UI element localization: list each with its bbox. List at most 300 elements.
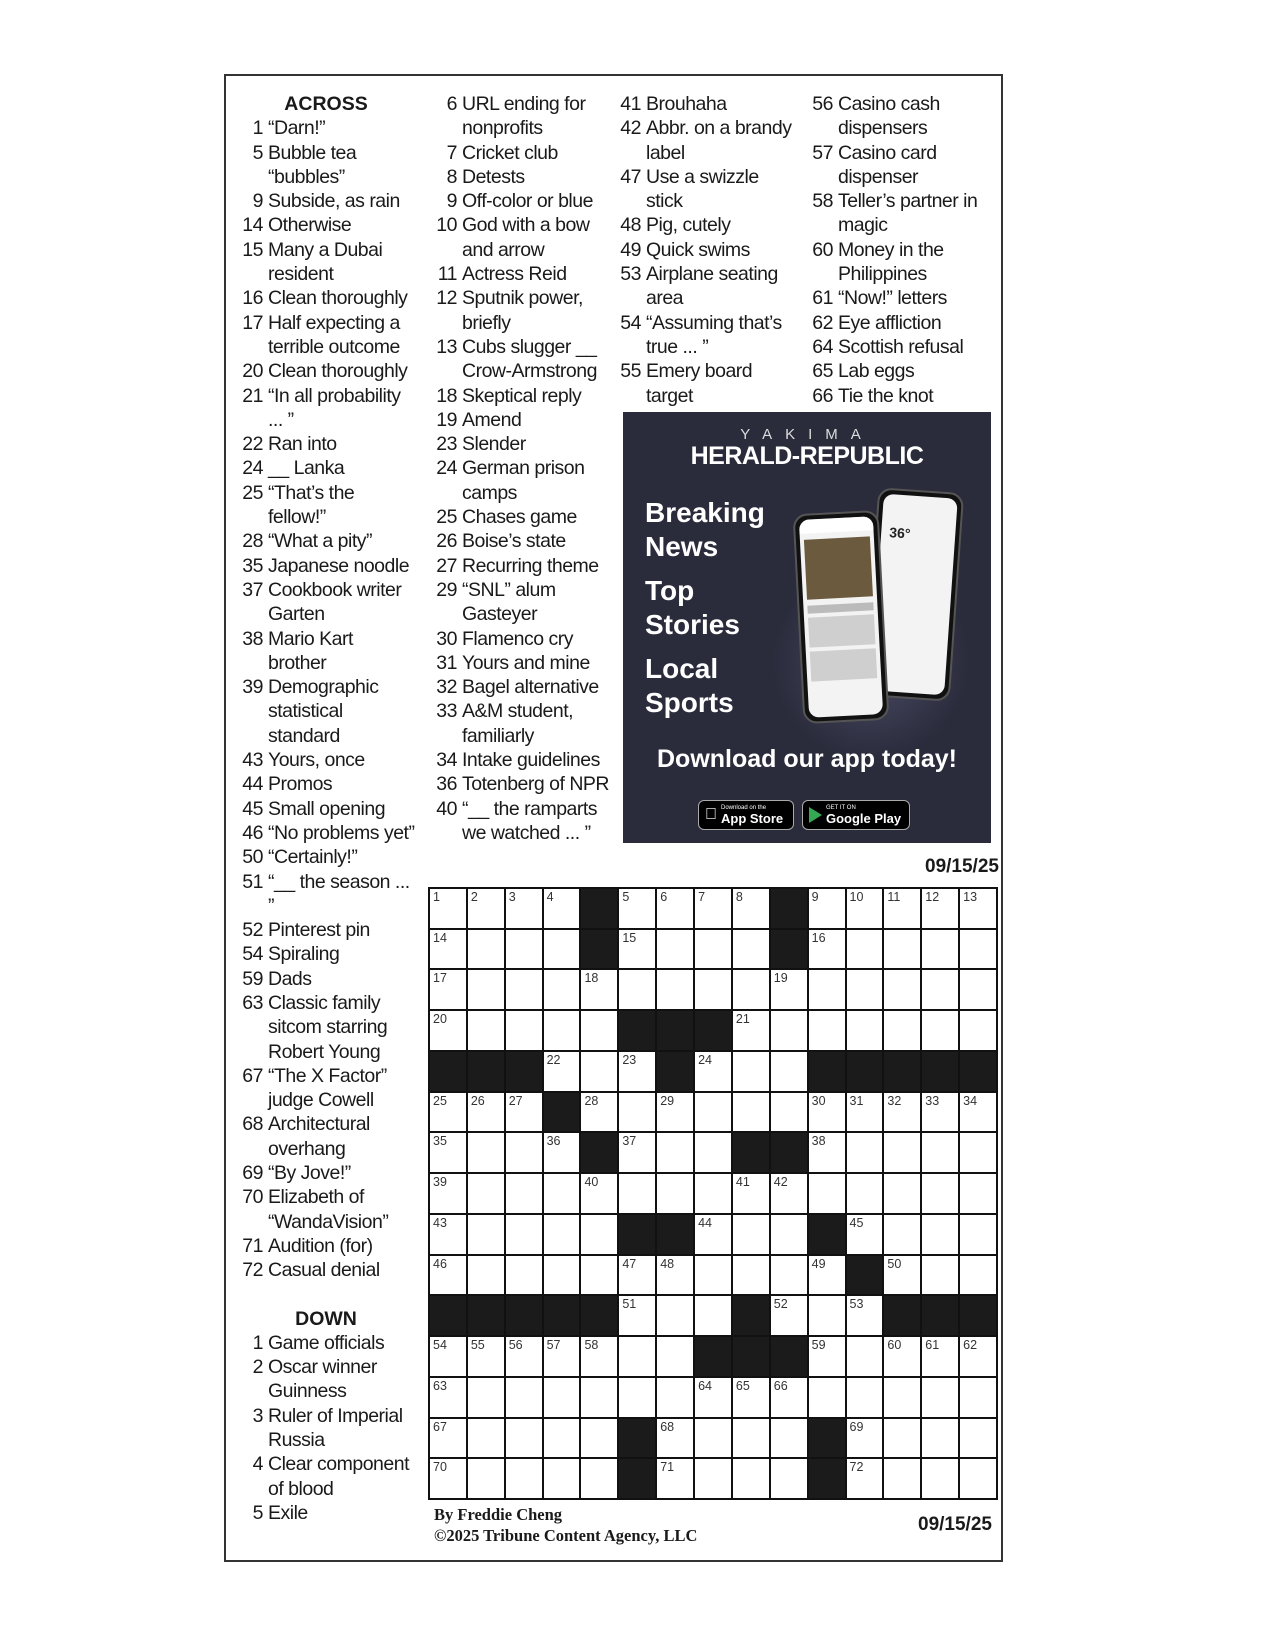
grid-cell[interactable]: [657, 930, 693, 969]
grid-cell[interactable]: [468, 1133, 504, 1172]
down-clue[interactable]: [430, 262, 610, 286]
across-clue[interactable]: [236, 1258, 416, 1282]
grid-cell[interactable]: [771, 1093, 807, 1132]
clue-number: 11: [437, 263, 457, 286]
grid-cell[interactable]: [809, 930, 845, 969]
across-clue[interactable]: [236, 870, 416, 919]
grid-cell[interactable]: [960, 1419, 996, 1458]
grid-cell[interactable]: [544, 1174, 580, 1213]
grid-cell[interactable]: [695, 1378, 731, 1417]
down-clue[interactable]: [614, 213, 799, 237]
down-clue[interactable]: [430, 578, 610, 627]
across-clue[interactable]: [236, 286, 416, 310]
grid-cell[interactable]: [581, 1011, 617, 1050]
grid-cell[interactable]: [581, 1215, 617, 1254]
grid-cell[interactable]: [657, 1093, 693, 1132]
across-clue[interactable]: [236, 432, 416, 456]
grid-cell[interactable]: [468, 930, 504, 969]
down-clue[interactable]: [614, 311, 799, 360]
grid-cell[interactable]: [468, 1419, 504, 1458]
grid-cell[interactable]: [544, 1052, 580, 1091]
grid-cell[interactable]: [847, 930, 883, 969]
grid-cell[interactable]: [619, 1337, 655, 1376]
grid-cell[interactable]: [809, 889, 845, 928]
grid-cell[interactable]: [506, 970, 542, 1009]
clue-number: 25: [436, 506, 457, 529]
grid-cell[interactable]: [884, 1215, 920, 1254]
across-clue[interactable]: [236, 918, 416, 942]
clue-number: 22: [242, 433, 263, 456]
grid-block: [847, 1256, 883, 1295]
across-clue[interactable]: [236, 213, 416, 237]
down-clue[interactable]: [430, 554, 610, 578]
grid-cell[interactable]: [619, 970, 655, 1009]
grid-cell[interactable]: [695, 1419, 731, 1458]
grid-cell[interactable]: [884, 889, 920, 928]
grid-cell[interactable]: [922, 1174, 958, 1213]
clue-number: 20: [242, 360, 263, 383]
grid-cell[interactable]: [430, 1459, 466, 1498]
grid-cell[interactable]: [922, 970, 958, 1009]
grid-cell[interactable]: [922, 1133, 958, 1172]
across-clue[interactable]: [236, 456, 416, 480]
grid-cell[interactable]: [430, 1419, 466, 1458]
cell-number: 22: [546, 1052, 561, 1067]
grid-cell[interactable]: [884, 1459, 920, 1498]
cell-number: 68: [660, 1419, 675, 1434]
across-clue[interactable]: [236, 481, 416, 530]
grid-cell[interactable]: [733, 1215, 769, 1254]
down-clue[interactable]: [430, 213, 610, 262]
grid-cell[interactable]: [960, 889, 996, 928]
grid-cell[interactable]: [657, 1378, 693, 1417]
clue-number: 23: [436, 433, 457, 456]
down-clue[interactable]: [614, 238, 799, 262]
grid-cell[interactable]: [581, 1052, 617, 1091]
grid-cell[interactable]: [733, 1459, 769, 1498]
grid-cell[interactable]: [468, 1378, 504, 1417]
down-clue[interactable]: [806, 286, 996, 310]
grid-cell[interactable]: [581, 970, 617, 1009]
grid-cell[interactable]: [544, 930, 580, 969]
down-clue[interactable]: [430, 651, 610, 675]
across-clue[interactable]: [236, 748, 416, 772]
down-clue[interactable]: [430, 699, 610, 748]
grid-cell[interactable]: [657, 970, 693, 1009]
grid-cell[interactable]: [506, 1378, 542, 1417]
down-clue[interactable]: [430, 432, 610, 456]
grid-cell[interactable]: [468, 1093, 504, 1132]
grid-cell[interactable]: [884, 1133, 920, 1172]
grid-cell[interactable]: [468, 970, 504, 1009]
grid-cell[interactable]: [771, 1419, 807, 1458]
grid-cell[interactable]: [809, 1256, 845, 1295]
grid-cell[interactable]: [695, 1052, 731, 1091]
grid-cell[interactable]: [960, 1093, 996, 1132]
across-clue[interactable]: [236, 1161, 416, 1185]
down-clue[interactable]: [614, 262, 799, 311]
grid-cell[interactable]: [657, 889, 693, 928]
grid-cell[interactable]: [695, 889, 731, 928]
grid-cell[interactable]: [544, 1215, 580, 1254]
grid-cell[interactable]: [581, 1174, 617, 1213]
grid-cell[interactable]: [922, 1337, 958, 1376]
down-clue[interactable]: [236, 1331, 416, 1355]
grid-cell[interactable]: [733, 970, 769, 1009]
down-clue[interactable]: [430, 627, 610, 651]
grid-cell[interactable]: [544, 1378, 580, 1417]
grid-cell[interactable]: [771, 970, 807, 1009]
down-clue[interactable]: [614, 359, 799, 408]
across-clue[interactable]: [236, 845, 416, 869]
cell-number: 10: [849, 890, 864, 904]
cell-number: 55: [470, 1338, 485, 1353]
grid-cell[interactable]: [581, 1093, 617, 1132]
down-clue[interactable]: [806, 384, 996, 408]
grid-cell[interactable]: [657, 1459, 693, 1498]
grid-cell[interactable]: [847, 1174, 883, 1213]
down-clue[interactable]: [236, 1355, 416, 1404]
across-clue[interactable]: [236, 238, 416, 287]
grid-cell[interactable]: [657, 1256, 693, 1295]
grid-cell[interactable]: [430, 1133, 466, 1172]
grid-cell[interactable]: [544, 1011, 580, 1050]
grid-cell[interactable]: [506, 1093, 542, 1132]
across-clue[interactable]: [236, 1234, 416, 1258]
grid-cell[interactable]: [960, 1459, 996, 1498]
grid-cell[interactable]: [733, 930, 769, 969]
grid-cell[interactable]: [619, 1093, 655, 1132]
grid-cell[interactable]: [847, 1378, 883, 1417]
google-play-small-text: GET IT ON: [826, 804, 856, 811]
grid-cell[interactable]: [544, 889, 580, 928]
crossword-grid[interactable]: [428, 887, 998, 1500]
grid-cell[interactable]: [619, 1378, 655, 1417]
grid-cell[interactable]: [771, 1174, 807, 1213]
grid-cell[interactable]: [506, 1174, 542, 1213]
grid-cell[interactable]: [619, 1133, 655, 1172]
grid-cell[interactable]: [544, 1133, 580, 1172]
grid-cell[interactable]: [468, 1337, 504, 1376]
grid-cell[interactable]: [733, 1256, 769, 1295]
grid-cell[interactable]: [847, 1011, 883, 1050]
grid-cell[interactable]: [506, 1419, 542, 1458]
grid-cell[interactable]: [430, 1093, 466, 1132]
grid-cell[interactable]: [657, 1419, 693, 1458]
down-clue[interactable]: [806, 141, 996, 190]
across-clue[interactable]: [236, 384, 416, 433]
grid-cell[interactable]: [847, 1459, 883, 1498]
down-clue[interactable]: [430, 748, 610, 772]
grid-cell[interactable]: [884, 1093, 920, 1132]
grid-cell[interactable]: [506, 1256, 542, 1295]
clue-text: “That’s the fellow!”: [268, 481, 355, 529]
grid-cell[interactable]: [468, 1011, 504, 1050]
grid-cell[interactable]: [922, 1419, 958, 1458]
grid-cell[interactable]: [884, 970, 920, 1009]
down-clue[interactable]: [806, 359, 996, 383]
grid-cell[interactable]: [884, 1378, 920, 1417]
google-play-label: Google Play: [826, 810, 902, 826]
grid-cell[interactable]: [581, 1378, 617, 1417]
grid-cell[interactable]: [771, 1215, 807, 1254]
across-clue[interactable]: [236, 991, 416, 1064]
grid-cell[interactable]: [847, 889, 883, 928]
grid-cell[interactable]: [733, 1011, 769, 1050]
grid-cell[interactable]: [733, 1093, 769, 1132]
clue-text: Bagel alternative: [462, 676, 599, 699]
down-clue[interactable]: [430, 772, 610, 796]
across-clue[interactable]: [236, 797, 416, 821]
grid-cell[interactable]: [619, 1296, 655, 1335]
grid-cell[interactable]: [771, 1256, 807, 1295]
grid-cell[interactable]: [544, 970, 580, 1009]
down-clue[interactable]: [430, 675, 610, 699]
clue-number: 59: [242, 967, 263, 990]
across-clue[interactable]: [236, 1112, 416, 1161]
grid-cell[interactable]: [468, 1174, 504, 1213]
across-clue[interactable]: [236, 1185, 416, 1234]
across-clue[interactable]: [236, 942, 416, 966]
down-clue[interactable]: [806, 189, 996, 238]
grid-cell[interactable]: [544, 1459, 580, 1498]
across-clue[interactable]: [236, 627, 416, 676]
down-clue[interactable]: [614, 165, 799, 214]
down-clue[interactable]: [430, 189, 610, 213]
grid-cell[interactable]: [922, 1093, 958, 1132]
down-clue[interactable]: [430, 408, 610, 432]
down-clue[interactable]: [430, 335, 610, 384]
down-clue[interactable]: [236, 1452, 416, 1501]
grid-cell[interactable]: [922, 1011, 958, 1050]
down-clue[interactable]: [430, 505, 610, 529]
clue-number: 13: [436, 335, 457, 358]
grid-cell[interactable]: [847, 970, 883, 1009]
clue-number: 47: [620, 165, 641, 188]
across-clue[interactable]: [236, 189, 416, 213]
down-clue[interactable]: [430, 92, 610, 141]
grid-cell[interactable]: [884, 1011, 920, 1050]
grid-cell[interactable]: [771, 1052, 807, 1091]
grid-cell[interactable]: [922, 889, 958, 928]
grid-cell[interactable]: [430, 930, 466, 969]
grid-cell[interactable]: [581, 1459, 617, 1498]
grid-cell[interactable]: [733, 889, 769, 928]
grid-cell[interactable]: [733, 1174, 769, 1213]
down-clue[interactable]: [430, 456, 610, 505]
grid-cell[interactable]: [960, 1174, 996, 1213]
grid-cell[interactable]: [922, 930, 958, 969]
grid-cell[interactable]: [960, 970, 996, 1009]
grid-cell[interactable]: [544, 1419, 580, 1458]
clue-number: 48: [620, 214, 641, 237]
grid-cell[interactable]: [960, 1256, 996, 1295]
grid-cell[interactable]: [506, 889, 542, 928]
grid-cell[interactable]: [847, 1337, 883, 1376]
down-clue[interactable]: [806, 335, 996, 359]
grid-cell[interactable]: [809, 1296, 845, 1335]
grid-cell[interactable]: [581, 1337, 617, 1376]
grid-cell[interactable]: [430, 1215, 466, 1254]
clue-number: 17: [242, 311, 263, 334]
grid-cell[interactable]: [960, 1337, 996, 1376]
down-clue[interactable]: [430, 529, 610, 553]
down-clue[interactable]: [236, 1501, 416, 1525]
grid-cell[interactable]: [771, 1011, 807, 1050]
grid-cell[interactable]: [847, 1296, 883, 1335]
clue-number: 50: [242, 846, 263, 869]
app-store-badge[interactable]: [698, 800, 794, 830]
grid-cell[interactable]: [468, 1215, 504, 1254]
grid-cell[interactable]: [847, 1419, 883, 1458]
grid-cell[interactable]: [733, 1378, 769, 1417]
grid-cell[interactable]: [506, 1459, 542, 1498]
cell-number: 11: [887, 890, 901, 904]
grid-cell[interactable]: [657, 1174, 693, 1213]
grid-cell[interactable]: [581, 1256, 617, 1295]
grid-cell[interactable]: [922, 1378, 958, 1417]
grid-cell[interactable]: [468, 889, 504, 928]
grid-cell[interactable]: [809, 1093, 845, 1132]
across-clue[interactable]: [236, 578, 416, 627]
grid-cell[interactable]: [809, 1133, 845, 1172]
grid-cell[interactable]: [430, 1256, 466, 1295]
clue-number: 43: [242, 749, 263, 772]
grid-cell[interactable]: [884, 1174, 920, 1213]
grid-cell[interactable]: [884, 1419, 920, 1458]
grid-cell[interactable]: [506, 1215, 542, 1254]
grid-cell[interactable]: [695, 930, 731, 969]
grid-cell[interactable]: [847, 1215, 883, 1254]
byline: By Freddie Cheng: [434, 1505, 563, 1524]
grid-cell[interactable]: [733, 1052, 769, 1091]
clue-text: URL ending for nonprofits: [462, 93, 586, 140]
grid-cell[interactable]: [695, 1133, 731, 1172]
cell-number: 2: [470, 890, 478, 904]
down-clue[interactable]: [430, 797, 610, 846]
across-clue[interactable]: [236, 529, 416, 553]
grid-cell[interactable]: [430, 1011, 466, 1050]
grid-cell[interactable]: [809, 970, 845, 1009]
across-clue[interactable]: [236, 1064, 416, 1113]
grid-cell[interactable]: [771, 1296, 807, 1335]
grid-cell[interactable]: [581, 1419, 617, 1458]
grid-cell[interactable]: [884, 1256, 920, 1295]
grid-cell[interactable]: [960, 930, 996, 969]
grid-cell[interactable]: [695, 1215, 731, 1254]
grid-cell[interactable]: [544, 1256, 580, 1295]
down-clue[interactable]: [236, 1404, 416, 1453]
grid-cell[interactable]: [960, 1133, 996, 1172]
grid-cell[interactable]: [619, 1052, 655, 1091]
grid-cell[interactable]: [657, 1133, 693, 1172]
grid-cell[interactable]: [506, 930, 542, 969]
across-clue[interactable]: [236, 821, 416, 845]
down-clue[interactable]: [806, 238, 996, 287]
app-advertisement[interactable]: [623, 412, 991, 843]
grid-cell[interactable]: [922, 1215, 958, 1254]
across-clue[interactable]: [236, 967, 416, 991]
down-clue[interactable]: [614, 92, 799, 116]
down-clue[interactable]: [806, 92, 996, 141]
grid-cell[interactable]: [619, 889, 655, 928]
clue-number: 31: [436, 651, 457, 674]
grid-cell[interactable]: [771, 1378, 807, 1417]
across-clue[interactable]: [236, 141, 416, 190]
across-clue[interactable]: [236, 311, 416, 360]
grid-cell[interactable]: [922, 1459, 958, 1498]
grid-cell[interactable]: [657, 1296, 693, 1335]
grid-cell[interactable]: [922, 1256, 958, 1295]
grid-cell[interactable]: [847, 1133, 883, 1172]
down-clue[interactable]: [614, 116, 799, 165]
grid-cell[interactable]: [809, 1378, 845, 1417]
grid-cell[interactable]: [884, 930, 920, 969]
cell-number: 47: [622, 1256, 637, 1271]
grid-cell[interactable]: [468, 1256, 504, 1295]
grid-cell[interactable]: [506, 1337, 542, 1376]
down-clue[interactable]: [430, 165, 610, 189]
grid-block: [695, 1337, 731, 1376]
grid-cell[interactable]: [619, 1256, 655, 1295]
grid-cell[interactable]: [506, 1133, 542, 1172]
grid-cell[interactable]: [430, 1337, 466, 1376]
across-clue-list: [236, 116, 416, 1282]
grid-cell[interactable]: [960, 1378, 996, 1417]
grid-cell[interactable]: [468, 1459, 504, 1498]
grid-cell[interactable]: [430, 1174, 466, 1213]
grid-cell[interactable]: [695, 1256, 731, 1295]
grid-cell[interactable]: [619, 930, 655, 969]
grid-cell[interactable]: [695, 1174, 731, 1213]
grid-cell[interactable]: [430, 1378, 466, 1417]
grid-cell[interactable]: [695, 1093, 731, 1132]
down-clue[interactable]: [430, 141, 610, 165]
google-play-badge[interactable]: [802, 800, 910, 830]
grid-cell[interactable]: [809, 1337, 845, 1376]
grid-cell[interactable]: [619, 1174, 655, 1213]
app-store-small-text: Download on the: [709, 804, 755, 811]
grid-cell[interactable]: [695, 1296, 731, 1335]
grid-cell[interactable]: [657, 1337, 693, 1376]
grid-cell[interactable]: [430, 889, 466, 928]
grid-cell[interactable]: [733, 1419, 769, 1458]
grid-cell[interactable]: [430, 970, 466, 1009]
grid-cell[interactable]: [506, 1011, 542, 1050]
grid-cell[interactable]: [544, 1337, 580, 1376]
grid-cell[interactable]: [809, 1011, 845, 1050]
down-clue[interactable]: [430, 384, 610, 408]
across-clue[interactable]: [236, 675, 416, 748]
grid-cell[interactable]: [695, 1459, 731, 1498]
clue-text: Casino card dispenser: [838, 141, 937, 188]
grid-cell[interactable]: [809, 1174, 845, 1213]
grid-cell[interactable]: [847, 1093, 883, 1132]
grid-cell[interactable]: [960, 1011, 996, 1050]
across-clue[interactable]: [236, 554, 416, 578]
grid-cell[interactable]: [771, 1459, 807, 1498]
cell-number: 58: [584, 1338, 599, 1353]
cell-number: 34: [963, 1093, 978, 1108]
down-clue[interactable]: [430, 286, 610, 335]
grid-cell[interactable]: [884, 1337, 920, 1376]
grid-cell[interactable]: [695, 970, 731, 1009]
across-clue[interactable]: [236, 772, 416, 796]
across-clue[interactable]: [236, 359, 416, 383]
across-clue[interactable]: [236, 116, 416, 140]
down-clue[interactable]: [806, 311, 996, 335]
grid-cell[interactable]: [960, 1215, 996, 1254]
